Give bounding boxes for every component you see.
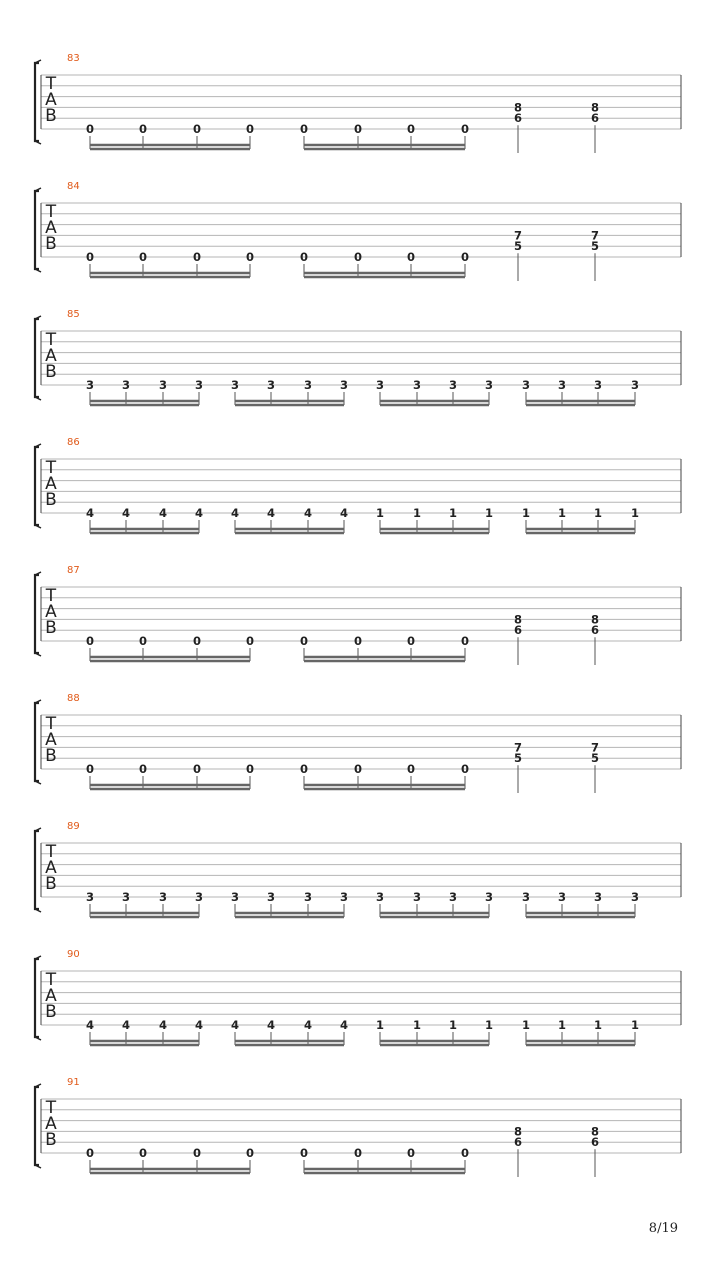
fret-number: 3 [593, 890, 603, 904]
fret-number: 1 [448, 1018, 458, 1032]
tab-clef-letter: B [45, 1130, 57, 1150]
system-bracket [35, 703, 39, 781]
fret-number: 3 [266, 378, 276, 392]
fret-number: 0 [85, 250, 95, 264]
system-bracket [35, 959, 39, 1037]
fret-number: 3 [158, 378, 168, 392]
fret-number: 3 [121, 378, 131, 392]
fret-number: 3 [230, 378, 240, 392]
fret-number: 0 [406, 250, 416, 264]
fret-number: 5 [590, 751, 600, 766]
system-86 [35, 437, 681, 533]
fret-number: 1 [630, 506, 640, 520]
system-bracket [35, 319, 39, 397]
measure-number: 85 [67, 309, 80, 320]
fret-number: 3 [484, 378, 494, 392]
fret-number: 3 [521, 378, 531, 392]
fret-number: 3 [266, 890, 276, 904]
fret-number: 0 [406, 634, 416, 648]
system-83 [35, 53, 681, 153]
fret-number: 4 [85, 506, 95, 520]
system-bracket [35, 63, 39, 141]
tab-clef-letter: B [45, 618, 57, 638]
fret-number: 7 [513, 740, 523, 755]
measure-number: 90 [67, 949, 80, 960]
fret-number: 0 [460, 1146, 470, 1160]
fret-number: 4 [303, 1018, 313, 1032]
fret-number: 6 [590, 1135, 600, 1150]
fret-number: 6 [513, 623, 523, 638]
fret-number: 1 [557, 506, 567, 520]
system-88 [35, 693, 681, 793]
fret-number: 5 [590, 239, 600, 254]
fret-number: 4 [158, 1018, 168, 1032]
tab-clef-letter: A [45, 858, 57, 878]
fret-number: 3 [412, 890, 422, 904]
fret-number: 8 [590, 1124, 600, 1139]
fret-number: 1 [557, 1018, 567, 1032]
system-84 [35, 181, 681, 281]
tab-clef-letter: B [45, 1002, 57, 1022]
fret-number: 3 [448, 378, 458, 392]
fret-number: 3 [557, 378, 567, 392]
fret-number: 6 [590, 623, 600, 638]
fret-number: 3 [121, 890, 131, 904]
fret-number: 0 [138, 250, 148, 264]
fret-number: 3 [412, 378, 422, 392]
system-90 [35, 949, 681, 1045]
fret-number: 1 [412, 506, 422, 520]
fret-number: 0 [299, 634, 309, 648]
fret-number: 3 [375, 890, 385, 904]
system-87 [35, 565, 681, 665]
tab-clef-letter: A [45, 730, 57, 750]
fret-number: 0 [460, 250, 470, 264]
tab-clef-letter: A [45, 986, 57, 1006]
fret-number: 0 [85, 634, 95, 648]
fret-number: 0 [460, 634, 470, 648]
fret-number: 0 [353, 634, 363, 648]
tab-clef-letter: T [45, 1098, 57, 1118]
fret-number: 0 [245, 122, 255, 136]
fret-number: 8 [513, 100, 523, 115]
fret-number: 0 [245, 634, 255, 648]
fret-number: 1 [484, 1018, 494, 1032]
measure-number: 89 [67, 821, 80, 832]
fret-number: 0 [406, 122, 416, 136]
tab-clef-letter: T [45, 714, 57, 734]
fret-number: 0 [353, 122, 363, 136]
fret-number: 1 [630, 1018, 640, 1032]
fret-number: 8 [513, 612, 523, 627]
tab-clef-letter: B [45, 746, 57, 766]
fret-number: 0 [406, 762, 416, 776]
fret-number: 1 [448, 506, 458, 520]
fret-number: 0 [138, 762, 148, 776]
fret-number: 0 [138, 1146, 148, 1160]
measure-number: 84 [67, 181, 80, 192]
fret-number: 4 [230, 1018, 240, 1032]
fret-number: 4 [194, 506, 204, 520]
fret-number: 1 [521, 1018, 531, 1032]
fret-number: 0 [138, 122, 148, 136]
fret-number: 4 [85, 1018, 95, 1032]
tab-clef-letter: A [45, 474, 57, 494]
fret-number: 3 [484, 890, 494, 904]
fret-number: 0 [192, 634, 202, 648]
fret-number: 3 [339, 378, 349, 392]
fret-number: 0 [353, 1146, 363, 1160]
fret-number: 4 [230, 506, 240, 520]
fret-number: 1 [593, 1018, 603, 1032]
fret-number: 1 [521, 506, 531, 520]
tab-clef-letter: B [45, 490, 57, 510]
fret-number: 6 [513, 1135, 523, 1150]
fret-number: 3 [303, 890, 313, 904]
fret-number: 8 [590, 100, 600, 115]
tab-clef-letter: T [45, 458, 57, 478]
fret-number: 1 [375, 1018, 385, 1032]
fret-number: 0 [460, 122, 470, 136]
fret-number: 8 [590, 612, 600, 627]
fret-number: 0 [85, 122, 95, 136]
system-bracket [35, 191, 39, 269]
fret-number: 4 [121, 506, 131, 520]
tab-clef-letter: T [45, 202, 57, 222]
fret-number: 3 [85, 890, 95, 904]
tab-clef-letter: B [45, 234, 57, 254]
system-85 [35, 309, 681, 405]
fret-number: 4 [121, 1018, 131, 1032]
page-number: 8/19 [648, 1221, 678, 1236]
fret-number: 3 [521, 890, 531, 904]
fret-number: 0 [245, 762, 255, 776]
tab-clef-letter: T [45, 970, 57, 990]
fret-number: 8 [513, 1124, 523, 1139]
fret-number: 4 [303, 506, 313, 520]
fret-number: 0 [406, 1146, 416, 1160]
fret-number: 0 [299, 122, 309, 136]
fret-number: 0 [245, 1146, 255, 1160]
fret-number: 3 [303, 378, 313, 392]
fret-number: 1 [593, 506, 603, 520]
tab-clef-letter: T [45, 74, 57, 94]
tab-clef-letter: B [45, 874, 57, 894]
fret-number: 3 [158, 890, 168, 904]
fret-number: 3 [230, 890, 240, 904]
measure-number: 86 [67, 437, 80, 448]
tab-clef-letter: A [45, 90, 57, 110]
fret-number: 4 [194, 1018, 204, 1032]
fret-number: 4 [158, 506, 168, 520]
fret-number: 7 [513, 228, 523, 243]
fret-number: 7 [590, 740, 600, 755]
system-bracket [35, 1087, 39, 1165]
fret-number: 3 [557, 890, 567, 904]
fret-number: 5 [513, 751, 523, 766]
fret-number: 0 [353, 250, 363, 264]
measure-number: 83 [67, 53, 80, 64]
system-bracket [35, 831, 39, 909]
fret-number: 1 [412, 1018, 422, 1032]
system-91 [35, 1077, 681, 1177]
tab-clef-letter: T [45, 842, 57, 862]
fret-number: 1 [484, 506, 494, 520]
fret-number: 4 [266, 1018, 276, 1032]
fret-number: 3 [194, 890, 204, 904]
fret-number: 0 [299, 762, 309, 776]
fret-number: 0 [192, 762, 202, 776]
fret-number: 0 [299, 1146, 309, 1160]
measure-number: 91 [67, 1077, 80, 1088]
fret-number: 0 [299, 250, 309, 264]
fret-number: 0 [192, 1146, 202, 1160]
fret-number: 0 [192, 250, 202, 264]
system-bracket [35, 447, 39, 525]
fret-number: 3 [593, 378, 603, 392]
fret-number: 6 [513, 111, 523, 126]
tab-clef-letter: B [45, 106, 57, 126]
fret-number: 3 [630, 378, 640, 392]
tab-clef-letter: T [45, 586, 57, 606]
fret-number: 0 [353, 762, 363, 776]
fret-number: 4 [339, 506, 349, 520]
tab-clef-letter: B [45, 362, 57, 382]
tab-clef-letter: A [45, 218, 57, 238]
fret-number: 5 [513, 239, 523, 254]
tab-clef-letter: A [45, 1114, 57, 1134]
tab-clef-letter: A [45, 346, 57, 366]
fret-number: 3 [375, 378, 385, 392]
fret-number: 4 [266, 506, 276, 520]
fret-number: 3 [85, 378, 95, 392]
fret-number: 3 [448, 890, 458, 904]
fret-number: 0 [245, 250, 255, 264]
fret-number: 0 [85, 762, 95, 776]
fret-number: 0 [192, 122, 202, 136]
fret-number: 6 [590, 111, 600, 126]
fret-number: 3 [630, 890, 640, 904]
measure-number: 87 [67, 565, 80, 576]
system-89 [35, 821, 681, 917]
fret-number: 0 [85, 1146, 95, 1160]
fret-number: 0 [460, 762, 470, 776]
tab-clef-letter: A [45, 602, 57, 622]
fret-number: 4 [339, 1018, 349, 1032]
fret-number: 7 [590, 228, 600, 243]
fret-number: 1 [375, 506, 385, 520]
system-bracket [35, 575, 39, 653]
fret-number: 3 [194, 378, 204, 392]
fret-number: 3 [339, 890, 349, 904]
measure-number: 88 [67, 693, 80, 704]
tab-clef-letter: T [45, 330, 57, 350]
fret-number: 0 [138, 634, 148, 648]
